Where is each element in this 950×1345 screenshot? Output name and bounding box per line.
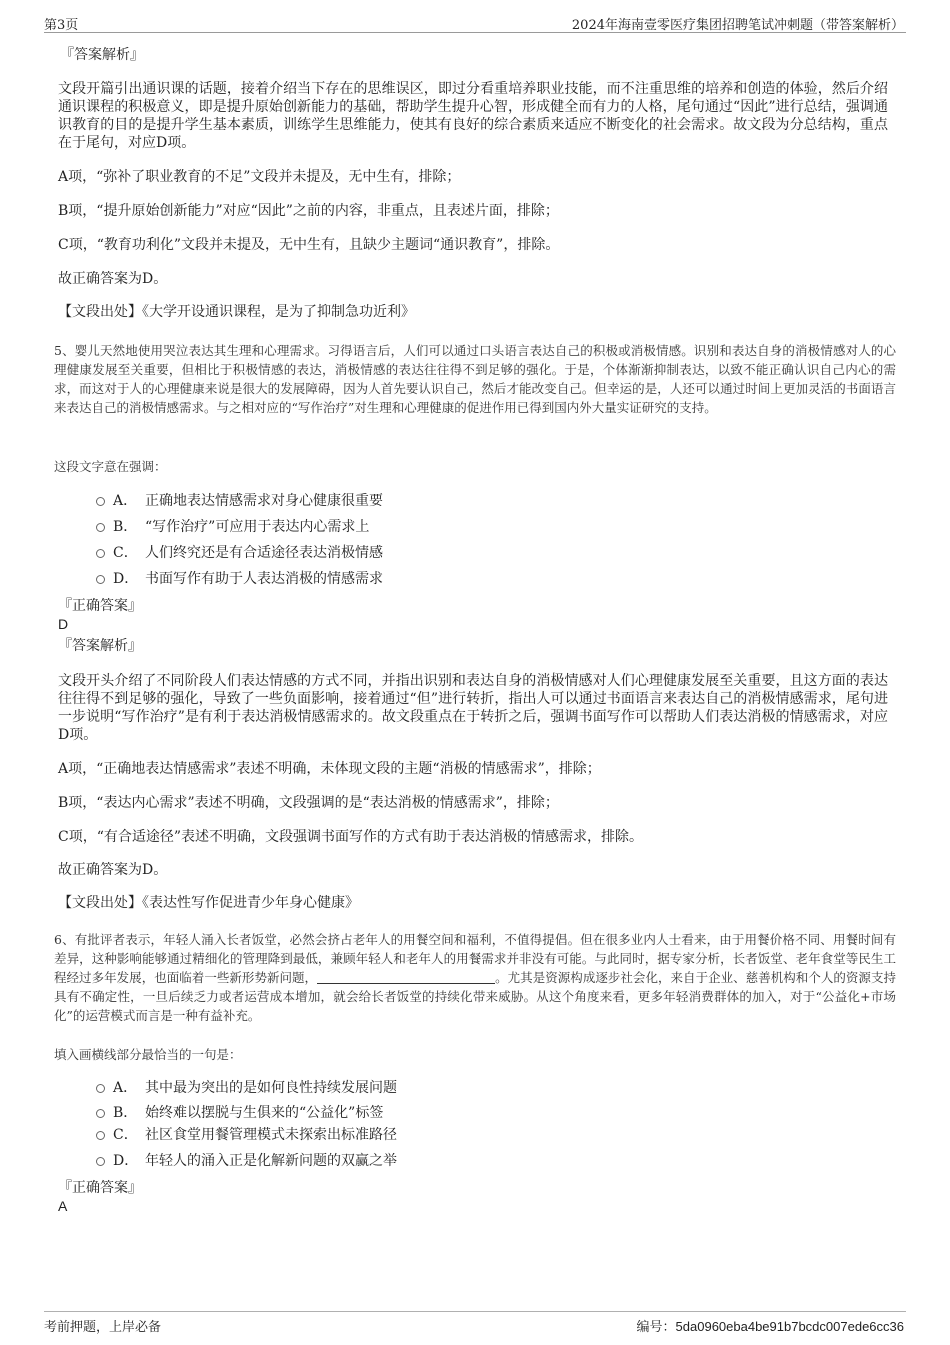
q6-answer: A [58,1198,68,1214]
q6-answer-heading: 『正确答案』 [58,1180,142,1196]
q4-source: 【文段出处】《大学开设通识课程，是为了抑制急功近利》 [58,304,415,320]
radio-icon[interactable] [96,523,105,532]
q5-answer: D [58,616,69,632]
q4-analysis-text: 文段开篇引出通识课的话题，接着介绍当下存在的思维误区，即过分看重培养职业技能，而不注重思维的培养和创造的体验，然后介绍通识课程的积极意义，即是提升原始创新能力的基础，帮助学生提升心智，形成健全而有力的人格，尾句通过“因此”进行总结，强调通识教育的目的是提升学生基本素质，训练学生思维能力，使其有良好的综合素质来适应不断变化的社会需求。故文段为分总结构，重点在于尾句，对应D项。 [58,81,888,151]
option-text: 年轻人的涌入正是化解新问题的双赢之举 [145,1153,397,1169]
q5-stem: 5、婴儿天然地使用哭泣表达其生理和心理需求。习得语言后，人们可以通过口头语言表达自己的积极或消极情感。识别和表达自身的消极情感对人的心理健康发展至关重要，但相比于积极情感的表达，消极情感的表达往往得不到足够的强化。于是，个体渐渐抑制表达，以致不能正确认识自己内心的需求，而这对于人的心理健康来说是很大的发展障碍，因为人首先要认识自己，然后才能改变自己。但幸运的是，人还可以通过时间上更加灵活的书面语言来表达自己的消极情感需求。与之相对应的“写作治疗”对生理和心理健康的促进作用已得到国内外大量实证研究的支持。 [54,343,896,415]
q5-option-d[interactable] [96,569,383,589]
q5-analysis-a: A项，“正确地表达情感需求”表述不明确，未体现文段的主题“消极的情感需求”，排除； [58,761,601,777]
q6-option-c[interactable] [96,1125,397,1145]
radio-icon[interactable] [96,497,105,506]
option-label: C． [113,545,138,561]
q4-analysis-heading: 『答案解析』 [60,47,144,63]
option-label: D． [113,1153,139,1169]
q5-option-c[interactable] [96,543,383,563]
page-header [44,12,906,33]
q4-analysis-c: C项，“教育功利化”文段并未提及，无中生有，且缺少主题词“通识教育”，排除。 [58,237,560,253]
q5-prompt: 这段文字意在强调： [54,459,167,474]
option-text: 其中最为突出的是如何良性持续发展问题 [145,1080,397,1096]
radio-icon[interactable] [96,1084,105,1093]
fill-blank [317,971,495,984]
radio-icon[interactable] [96,1109,105,1118]
q5-analysis-text: 文段开头介绍了不同阶段人们表达情感的方式不同，并指出识别和表达自身的消极情感对人们心理健康发展至关重要，且这方面的表达往往得不到足够的强化，导致了一些负面影响，接着通过“但”进行转折，指出人可以通过书面语言来表达自己的消极情感需求，尾句进一步说明“写作治疗”是有利于表达消极情感需求的。故文段重点在于转折之后，强调书面写作可以帮助人们表达消极的情感需求，对应D项。 [58,673,888,743]
page-number: 第3页 [44,18,79,33]
q5-analysis-heading: 『答案解析』 [58,638,142,654]
q5-conclusion: 故正确答案为D。 [58,862,168,878]
q6-option-d[interactable] [96,1151,397,1171]
q4-analysis-a: A项，“弥补了职业教育的不足”文段并未提及，无中生有，排除； [58,169,461,185]
q6-option-a[interactable] [96,1078,397,1098]
radio-icon[interactable] [96,1157,105,1166]
option-text: 始终难以摆脱与生俱来的“公益化”标签 [145,1105,384,1121]
q5-source: 【文段出处】《表达性写作促进青少年身心健康》 [58,895,359,911]
q4-analysis-b: B项，“提升原始创新能力”对应“因此”之前的内容，非重点，且表述片面，排除； [58,203,559,219]
q6-stem-before: 6、有批评者表示，年轻人涌入长者饭堂，必然会挤占老年人的用餐空间和福利，不值得提倡。但在很多业内人士看来，由于用餐价格不同、用餐时间有差异，这种影响能够通过精细化的管理降到最低，兼顾年轻人和老年人的用餐需求并非没有可能。与此同时，据专家分析，长者饭堂、老年食堂等民生工程经过多年发展，也面临着一些新形势新问题， [54,932,896,985]
q4-conclusion: 故正确答案为D。 [58,271,168,287]
q6-stem-after: 。尤其是资源构成逐步社会化，来自于企业、慈善机构和个人的资源支持具有不确定性，一旦后续乏力或者运营成本增加，就会给长者饭堂的持续化带来威胁。从这个角度来看，更多年轻消费群体的加入，对于“公益化+市场化”的运营模式而言是一种有益补充。 [54,970,896,1023]
q5-option-a[interactable] [96,491,383,511]
radio-icon[interactable] [96,549,105,558]
q6-stem [54,930,896,1025]
document-title: 2024年海南壹零医疗集团招聘笔试冲刺题（带答案解析） [571,18,904,33]
code-label: 编号： [636,1320,676,1335]
q6-option-b[interactable] [96,1103,383,1123]
option-label: C． [113,1127,138,1143]
option-label: B． [113,519,138,535]
option-text: 书面写作有助于人表达消极的情感需求 [145,571,383,587]
option-label: A． [113,493,138,509]
footer-slogan: 考前押题，上岸必备 [44,1320,162,1335]
q6-prompt: 填入画横线部分最恰当的一句是： [54,1047,242,1062]
option-label: D． [113,571,139,587]
radio-icon[interactable] [96,575,105,584]
option-label: A． [113,1080,138,1096]
q5-answer-heading: 『正确答案』 [58,598,142,614]
page-footer [44,1311,906,1336]
option-label: B． [113,1105,138,1121]
option-text: “写作治疗”可应用于表达内心需求上 [145,519,370,535]
q5-analysis-b: B项，“表达内心需求”表述不明确，文段强调的是“表达消极的情感需求”，排除； [58,795,559,811]
q5-analysis-c: C项，“有合适途径”表述不明确，文段强调书面写作的方式有助于表达消极的情感需求，排除。 [58,829,644,845]
q5-option-b[interactable] [96,517,369,537]
option-text: 人们终究还是有合适途径表达消极情感 [145,545,383,561]
footer-code [637,1316,904,1335]
code-value: 5da0960eba4be91b7bcdc007ede6cc36 [675,1319,904,1334]
option-text: 社区食堂用餐管理模式未探索出标准路径 [145,1127,397,1143]
radio-icon[interactable] [96,1131,105,1140]
option-text: 正确地表达情感需求对身心健康很重要 [145,493,383,509]
